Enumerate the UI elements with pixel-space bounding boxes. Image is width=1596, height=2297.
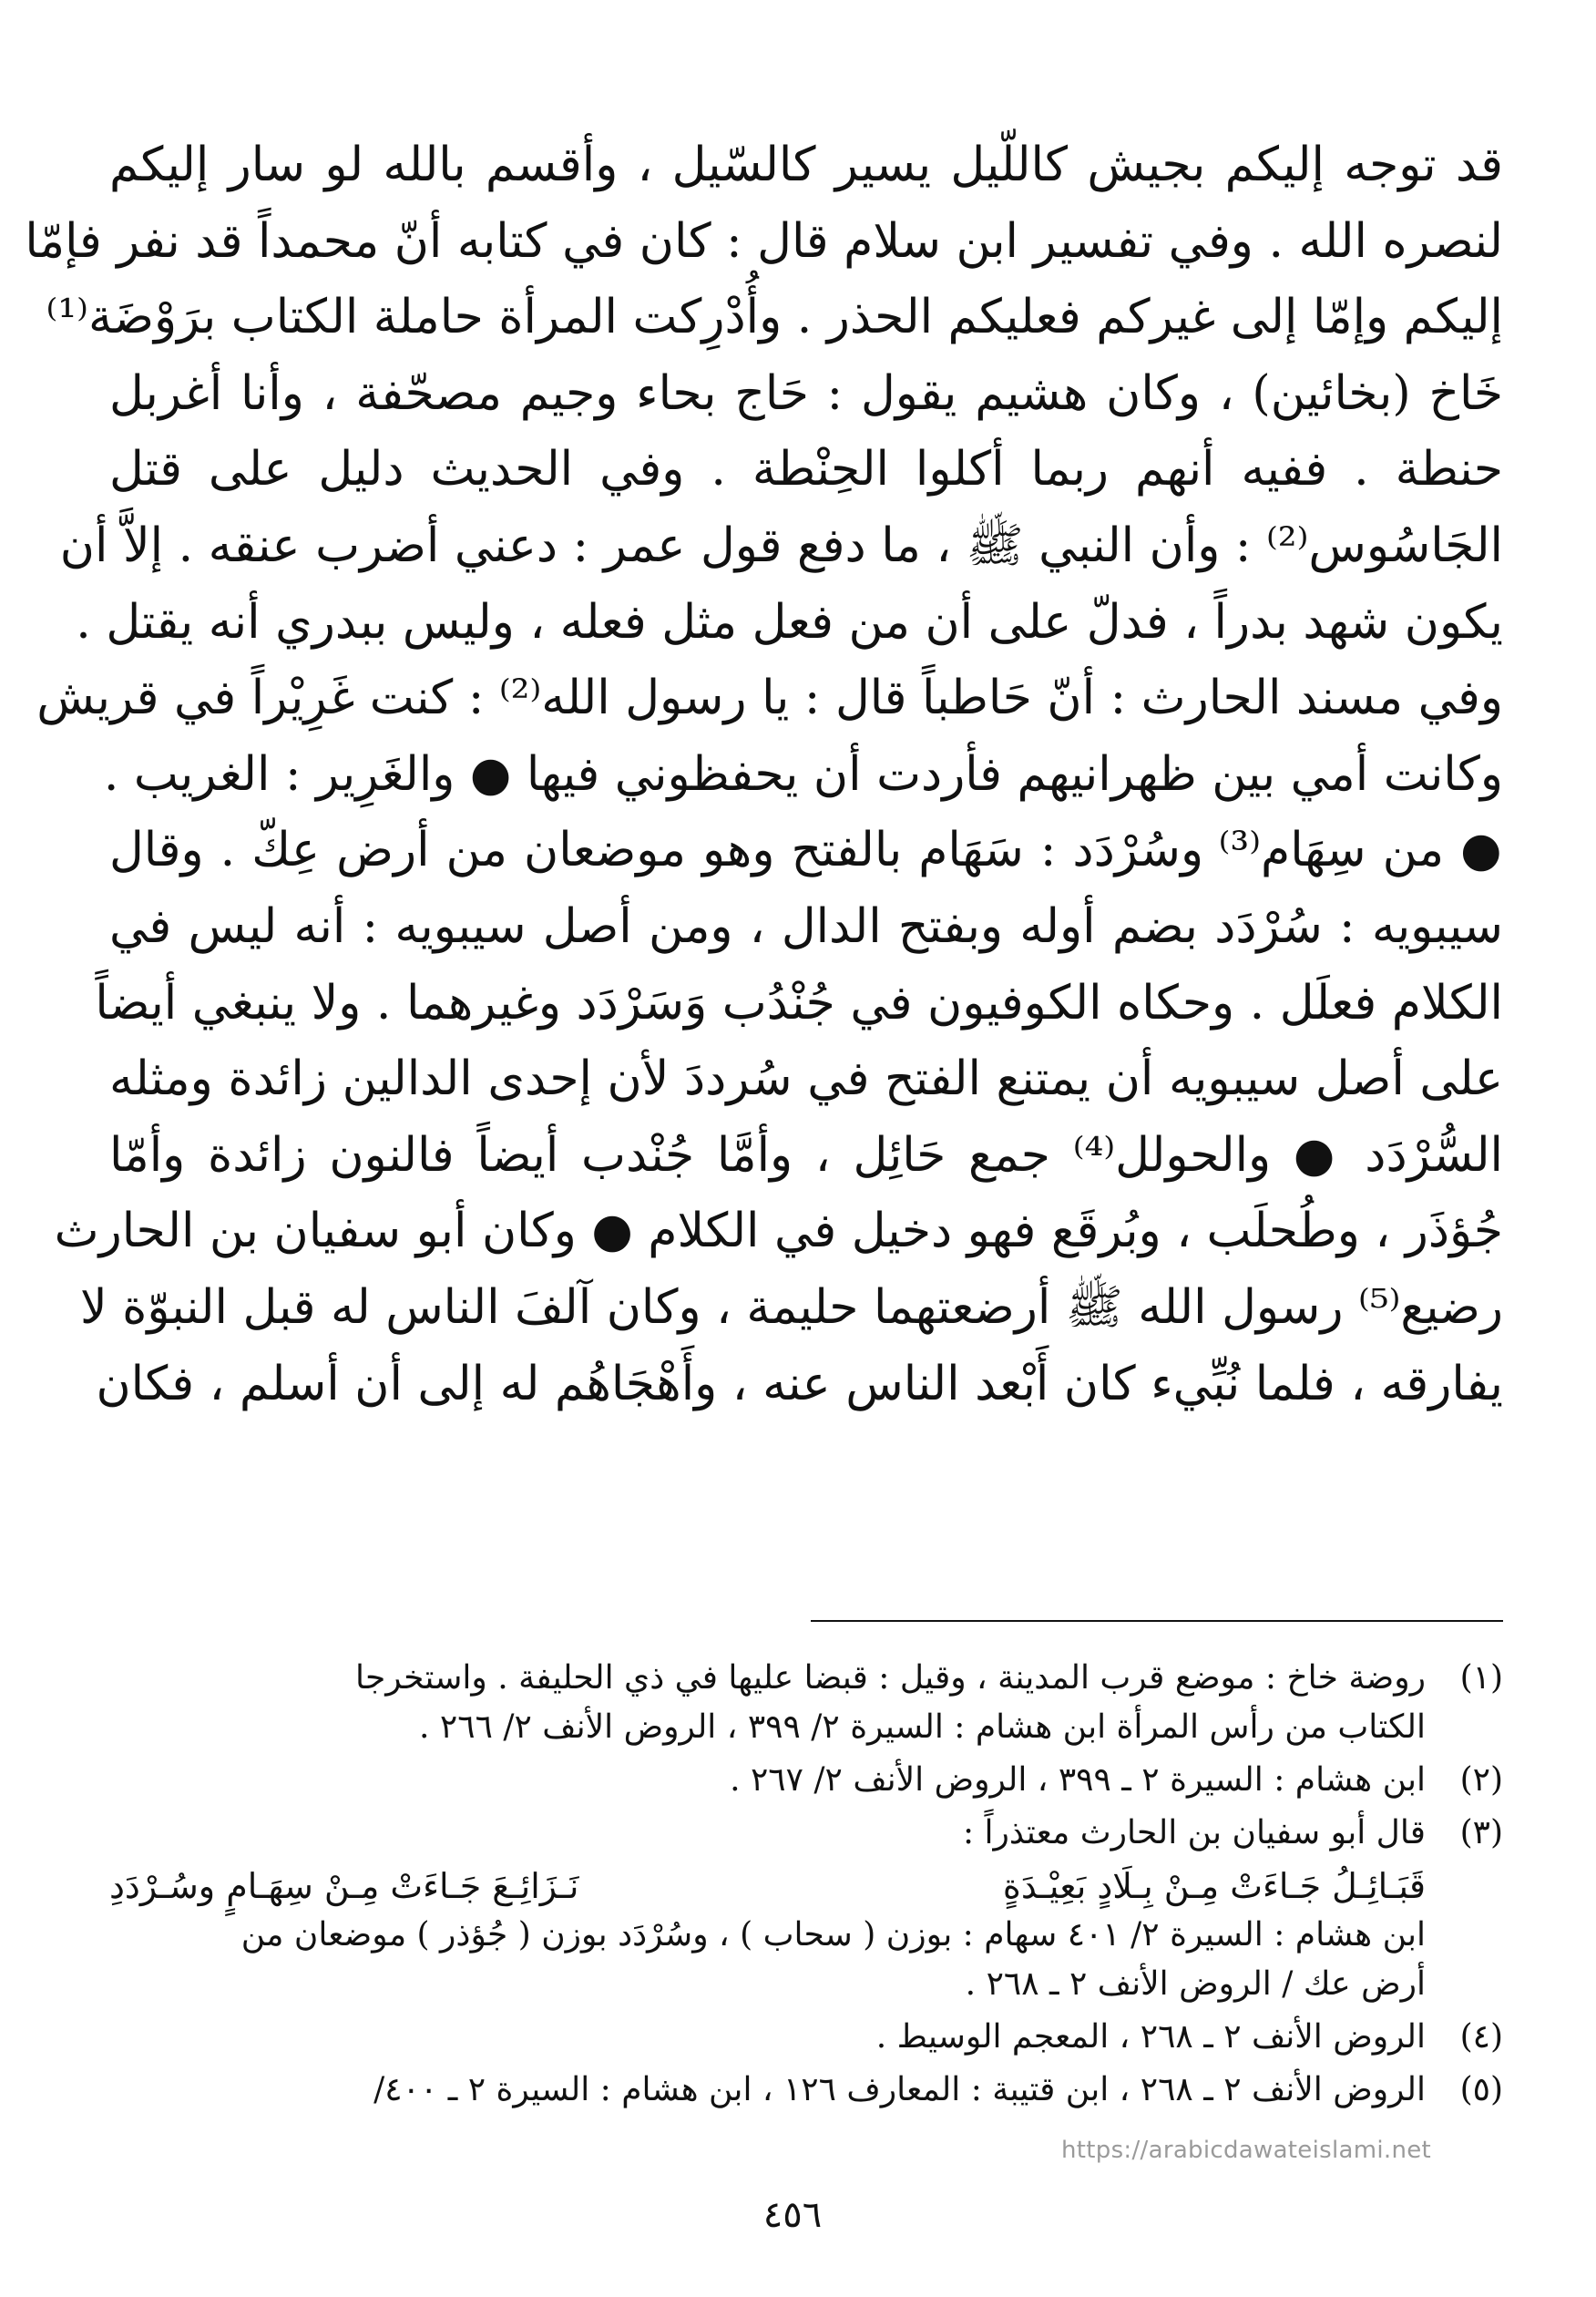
footnote-number: (٥) xyxy=(1459,2071,1503,2108)
footnote-line: ابن هشام : السيرة ٢ ـ ٣٩٩ ، الروض الأنف ٢/ ٢٦٧ . xyxy=(730,1761,1426,1799)
footnote-item xyxy=(109,1756,1503,1805)
footnote-text xyxy=(109,1756,1426,1805)
document-page xyxy=(25,128,1504,2251)
footnote-line: قال أبو سفيان بن الحارث معتذراً : xyxy=(962,1814,1426,1851)
footnote-number: (١) xyxy=(1459,1659,1503,1697)
footnotes-block xyxy=(109,1654,1503,2118)
footnote-number: (٣) xyxy=(1459,1814,1503,1851)
watermark-url: https://arabicdawateislami.net xyxy=(1061,2137,1432,2164)
text-line: ● من سِهَام⁽³⁾ وسُرْدَد : سَهَام بالفتح وهو موضعان من أرض عِكّ . وقال xyxy=(109,823,1504,878)
verse-first-hemistich: قَبَـائِـلُ جَـاءَتْ مِـنْ بِـلَادٍ بَعِيْـدَةٍ xyxy=(1002,1866,1426,1906)
footnote-text xyxy=(109,1654,1426,1752)
verse-second-hemistich: نَـزَائِـعَ جَـاءَتْ مِـنْ سِهَـامٍ وسُـرْدَدِ xyxy=(109,1866,579,1906)
footnote-number: (٢) xyxy=(1459,1761,1503,1799)
footnote-line: الروض الأنف ٢ ـ ٢٦٨ ، المعجم الوسيط . xyxy=(875,2018,1426,2056)
footnote-line: روضة خاخ : موضع قرب المدينة ، وقيل : قبضا عليها في ذي الحليفة . واستخرجا xyxy=(355,1659,1426,1697)
footnote-item xyxy=(109,2013,1503,2062)
footnote-line: ابن هشام : السيرة ٢/ ٤٠١ سهام : بوزن ( سحاب ) ، وسُرْدَد بوزن ( جُؤذر ) موضعان من xyxy=(240,1916,1426,1953)
footnote-text xyxy=(109,1911,1426,2009)
text-line: خَاخ (بخائين) ، وكان هشيم يقول : حَاج بحاء وجيم مصحّفة ، وأنا أغربل xyxy=(109,365,1503,421)
page-number: ٤٥٦ xyxy=(762,2194,823,2236)
footnote-text xyxy=(109,1809,1426,1858)
footnote-text xyxy=(109,2013,1426,2062)
text-line: يكون شهد بدراً ، فدلّ على أن من فعل مثل فعله ، وليس ببدري أنه يقتل . xyxy=(76,594,1503,650)
footnote-line: أرض عك / الروض الأنف ٢ ـ ٢٦٨ . xyxy=(965,1965,1426,2003)
text-line: على أصل سيبويه أن يمتنع الفتح في سُرددَ لأن إحدى الدالين زائدة ومثله xyxy=(109,1051,1503,1107)
text-line: قد توجه إليكم بجيش كاللّيل يسير كالسّيل ، وأقسم بالله لو سار إليكم xyxy=(109,138,1503,192)
text-line: جُؤذَر ، وطُحلَب ، وبُرقَع فهو دخيل في الكلام ● وكان أبو سفيان بن الحارث xyxy=(54,1204,1503,1259)
footnote-line: الروض الأنف ٢ ـ ٢٦٨ ، ابن قتيبة : المعارف ١٢٦ ، ابن هشام : السيرة ٢ ـ ٤٠٠/ xyxy=(373,2071,1426,2108)
text-line: الجَاسُوس⁽²⁾ : وأن النبي ﷺ ، ما دفع قول عمر : دعني أضرب عنقه . إلاَّ أن xyxy=(59,518,1503,573)
text-line: إليكم وإمّا إلى غيركم فعليكم الحذر . وأُدْرِكت المرأة حاملة الكتاب برَوْضَة⁽¹⁾ xyxy=(46,290,1503,345)
footnote-item xyxy=(109,1654,1503,1752)
text-line: وكانت أمي بين ظهرانيهم فأردت أن يحفظوني فيها ● والغَرِير : الغريب . xyxy=(103,746,1503,802)
text-line: لنصره الله . وفي تفسير ابن سلام قال : كان في كتابه أنّ محمداً قد نفر فإمّا xyxy=(25,213,1503,269)
footnote-line: الكتاب من رأس المرأة ابن هشام : السيرة ٢/ ٣٩٩ ، الروض الأنف ٢/ ٢٦٦ . xyxy=(419,1708,1426,1746)
footnote-item xyxy=(109,2066,1503,2115)
poetry-verse xyxy=(109,1861,1426,1911)
footnote-text xyxy=(109,2066,1426,2115)
text-line: السُّرْدَد ● والحولل⁽⁴⁾ جمع حَائِل ، وأمَّا جُنْدب أيضاً فالنون زائدة وأمّا xyxy=(109,1127,1503,1183)
footnote-continuation xyxy=(109,1911,1503,2009)
text-line: يفارقه ، فلما نُبِّيء كان أَبْعد الناس عنه ، وأَهْجَاهُم له إلى أن أسلم ، فكان xyxy=(96,1356,1503,1411)
text-line: حنطة . ففيه أنهم ربما أكلوا الحِنْطة . وفي الحديث دليل على قتل xyxy=(109,442,1503,497)
footnote-number: (٤) xyxy=(1459,2018,1503,2056)
footnote-separator-rule xyxy=(811,1620,1503,1622)
text-line: سيبويه : سُرْدَد بضم أوله وبفتح الدال ، ومن أصل سيبويه : أنه ليس في xyxy=(109,898,1503,954)
text-line: وفي مسند الحارث : أنّ حَاطباً قال : يا رسول الله⁽²⁾ : كنت غَرِيْراً في قريش xyxy=(36,671,1503,726)
text-line: رضيع⁽⁵⁾ رسول الله ﷺ أرضعتهما حليمة ، وكان آلفَ الناس له قبل النبوّة لا xyxy=(80,1279,1503,1335)
footnote-item xyxy=(109,1809,1503,1858)
text-line: الكلام فعلَل . وحكاه الكوفيون في جُنْدُب وَسَرْدَد وغيرهما . ولا ينبغي أيضاً xyxy=(95,975,1503,1031)
main-text-block xyxy=(25,128,1504,1422)
